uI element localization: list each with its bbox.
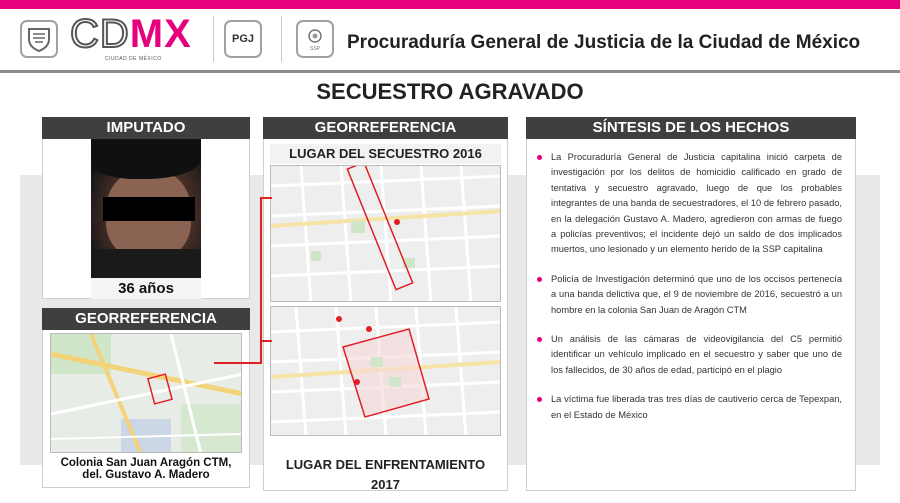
fact-text: La Procuraduría General de Justicia capitalina inició carpeta de investigación por los delitos de homicidio calificado en grado de tentativa y secuestro agravado, luego de que los probables integrantes de una banda de secuestradores, el 10 de febrero pasado, en la delegación Gustavo A. Madero, agredieron con armas de fuego a policías preventivos; el incidente dejó un saldo de dos implicados muertos, uno lesionado y un elemento herido de la SSP capitalina (551, 152, 842, 255)
georef-left-caption-line2: del. Gustavo A. Madero (82, 469, 210, 481)
fact-text: La víctima fue liberada tras tres días de cautiverio cerca de Tepexpan, en el Estado de México (551, 394, 842, 420)
header-divider (0, 70, 900, 73)
hair-area (91, 139, 201, 179)
top-accent-bar (0, 0, 900, 9)
bullet-icon (537, 397, 542, 402)
bullet-icon (537, 337, 542, 342)
suspect-photo (91, 139, 201, 278)
georef-center-heading: GEORREFERENCIA (263, 117, 508, 139)
confrontation-map[interactable] (270, 306, 501, 436)
censor-bar (103, 197, 195, 221)
ssp-logo-label: SSP (309, 46, 321, 52)
badge-icon (302, 26, 328, 52)
page-title: SECUESTRO AGRAVADO (316, 79, 584, 104)
kidnapping-map-drawing (271, 166, 501, 302)
georef-left-caption (48, 457, 244, 481)
map-connector (260, 197, 262, 363)
fact-text: Un análisis de las cámaras de videovigilancia del C5 permitió identificar un vehículo implicado en el secuestro y saber que uno de los fallecidos, de 30 años de edad, participó en el plagio (551, 334, 842, 375)
cdmx-logo-subtitle: CIUDAD DE MÉXICO (105, 56, 162, 62)
sintesis-heading: SÍNTESIS DE LOS HECHOS (526, 117, 856, 139)
kidnapping-location-label: LUGAR DEL SECUESTRO 2016 (270, 144, 501, 164)
map-connector (260, 197, 272, 199)
logo-separator (281, 16, 282, 62)
list-item (537, 332, 842, 378)
fact-text: Policía de Investigación determinó que uno de los occisos pertenecía a una banda delictiva que, el 9 de noviembre de 2016, secuestró a un hombre en la colonia San Juan de Aragón CTM (551, 273, 842, 315)
bullet-icon (537, 155, 542, 160)
map-connector (260, 340, 272, 342)
georef-left-caption-line1: Colonia San Juan Aragón CTM, (60, 457, 232, 469)
bullet-icon (537, 277, 542, 282)
pgj-logo (224, 20, 262, 58)
pgj-logo-label: PGJ (231, 33, 254, 45)
shield-icon (25, 25, 53, 53)
suspect-age: 36 años (91, 278, 201, 299)
georef-left-heading: GEORREFERENCIA (42, 308, 250, 330)
map-connector (214, 362, 262, 364)
confrontation-map-drawing (271, 307, 501, 436)
kidnapping-map[interactable] (270, 165, 501, 302)
header-title: Procuraduría General de Justicia de la Ciudad de México (347, 32, 861, 53)
area-map[interactable] (50, 333, 242, 453)
imputado-heading: IMPUTADO (42, 117, 250, 139)
city-shield-logo (20, 20, 58, 58)
cdmx-logo: CDMX (70, 12, 192, 56)
list-item (537, 392, 842, 423)
confrontation-location-label: LUGAR DEL ENFRENTAMIENTO 2017 (270, 455, 501, 475)
facts-list (537, 150, 842, 437)
list-item (537, 150, 842, 258)
ssp-logo (296, 20, 334, 58)
logo-separator (213, 16, 214, 62)
shirt-area (91, 249, 201, 278)
area-map-drawing (51, 334, 242, 453)
list-item (537, 272, 842, 318)
